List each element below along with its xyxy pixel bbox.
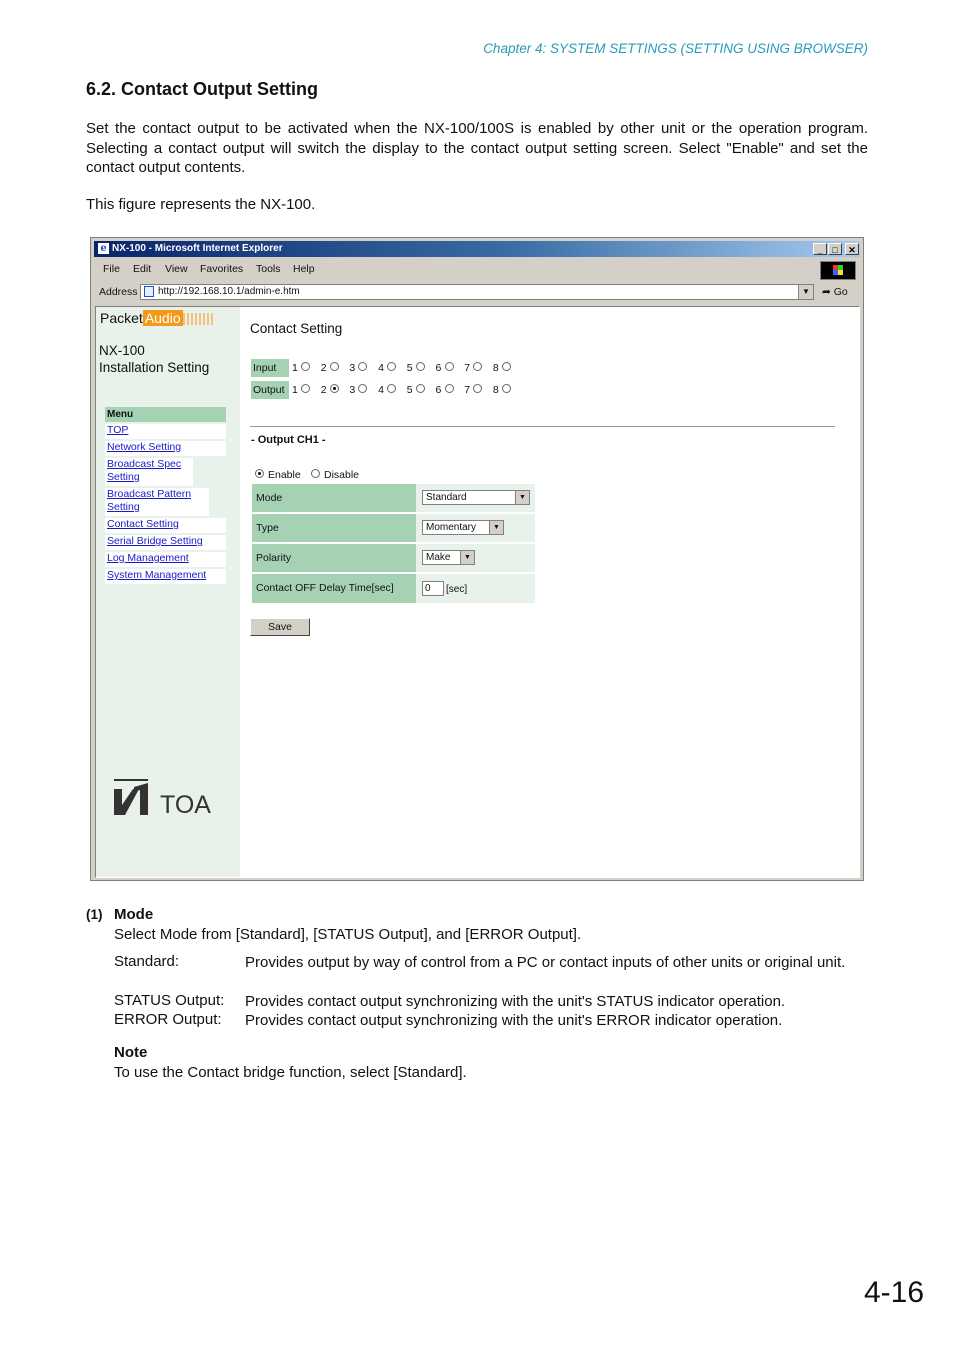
polarity-cell <box>416 544 535 572</box>
output-channel-number: 8 <box>492 384 499 396</box>
menu-help[interactable]: Help <box>293 263 315 275</box>
browser-content <box>95 306 860 878</box>
menu-favorites[interactable]: Favorites <box>200 263 244 275</box>
output-channel-radio[interactable] <box>301 384 310 393</box>
input-channel-radio[interactable] <box>416 362 425 371</box>
output-channel-radio[interactable] <box>416 384 425 393</box>
type-label: Type <box>252 514 416 542</box>
mode-cell <box>416 484 535 512</box>
menu-edit[interactable]: Edit <box>133 263 152 275</box>
output-channel-radio[interactable] <box>473 384 482 393</box>
definition-term: Standard: <box>114 953 180 970</box>
input-channel-number: 4 <box>378 362 384 374</box>
input-channel-number: 5 <box>406 362 413 374</box>
window-title: NX-100 - Microsoft Internet Explorer <box>112 243 283 254</box>
page-number: 4-16 <box>864 1276 925 1309</box>
output-channel-radio[interactable] <box>358 384 367 393</box>
page-icon <box>144 286 154 297</box>
output-channel-radio[interactable] <box>502 384 511 393</box>
type-select[interactable]: Momentary ▼ <box>422 520 504 535</box>
input-channel-number: 2 <box>320 362 327 374</box>
minimize-icon[interactable]: _ <box>813 243 827 255</box>
menu-link-top[interactable]: TOP <box>105 424 226 439</box>
menu-link-contact-setting[interactable]: Contact Setting <box>105 518 226 533</box>
input-row-label: Input <box>251 359 289 377</box>
input-channel-number: 3 <box>349 362 356 374</box>
mode-number: (1) <box>86 907 103 922</box>
installation-setting-label: Installation Setting <box>99 360 210 375</box>
go-button[interactable] <box>822 282 848 302</box>
definition-desc: Provides contact output synchronizing with the unit's STATUS indicator operation. <box>245 993 786 1010</box>
model-title <box>99 342 209 376</box>
disable-radio[interactable] <box>311 469 320 478</box>
input-channel-radio[interactable] <box>330 362 339 371</box>
model-name: NX-100 <box>99 343 145 358</box>
close-icon[interactable]: ✕ <box>845 243 859 255</box>
input-channel-number: 1 <box>292 362 298 374</box>
disable-label: Disable <box>324 469 360 481</box>
input-channel-radio[interactable] <box>445 362 454 371</box>
menu-link-log-management[interactable]: Log Management <box>105 552 226 567</box>
menu-file[interactable]: File <box>103 263 120 275</box>
sidebar <box>96 307 240 877</box>
chevron-down-icon: ▼ <box>489 521 503 534</box>
section-title: 6.2. Contact Output Setting <box>86 79 318 99</box>
output-channel-number: 5 <box>406 384 413 396</box>
output-channel-radio[interactable] <box>387 384 396 393</box>
output-channel-number: 6 <box>435 384 442 396</box>
save-button[interactable]: Save <box>250 618 310 636</box>
chevron-down-icon: ▼ <box>460 551 474 564</box>
note-title: Note <box>114 1044 148 1061</box>
output-channel-number: 3 <box>349 384 356 396</box>
output-row-label: Output <box>251 381 289 399</box>
address-url: http://192.168.10.1/admin-e.htm <box>158 286 300 297</box>
enable-label: Enable <box>268 469 301 481</box>
input-channel-radio[interactable] <box>301 362 310 371</box>
mode-title: Mode <box>114 906 154 923</box>
delay-input[interactable]: 0 <box>422 581 444 596</box>
mode-select[interactable]: Standard ▼ <box>422 490 530 505</box>
definition-desc: Provides contact output synchronizing with the unit's ERROR indicator operation. <box>245 1012 783 1029</box>
address-label: Address <box>99 286 138 298</box>
menu-link-broadcast-spec-setting[interactable]: Broadcast Spec Setting <box>105 458 193 486</box>
figure-caption: This figure represents the NX-100. <box>86 196 316 213</box>
menu-view[interactable]: View <box>165 263 188 275</box>
input-channel-radio[interactable] <box>473 362 482 371</box>
input-channel-radio[interactable] <box>502 362 511 371</box>
definition-term: ERROR Output: <box>114 1011 222 1028</box>
svg-text:TOA: TOA <box>160 791 211 819</box>
menu-link-broadcast-pattern-setting[interactable]: Broadcast Pattern Setting <box>105 488 209 516</box>
output-channel-radio[interactable] <box>330 384 339 393</box>
address-bar <box>94 282 860 302</box>
delay-label: Contact OFF Delay Time[sec] <box>252 574 416 603</box>
go-arrow-icon: ➦ <box>822 286 831 298</box>
input-channel-number: 6 <box>435 362 442 374</box>
menu-link-system-management[interactable]: System Management <box>105 569 226 584</box>
delay-unit: [sec] <box>446 584 468 595</box>
input-channel-number: 8 <box>492 362 499 374</box>
mode-label: Mode <box>252 484 416 512</box>
page-heading: Contact Setting <box>250 321 343 336</box>
menu-link-serial-bridge-setting[interactable]: Serial Bridge Setting <box>105 535 226 550</box>
mode-description: Select Mode from [Standard], [STATUS Output], and [ERROR Output]. <box>114 926 582 943</box>
menu-tools[interactable]: Tools <box>256 263 281 275</box>
definition-desc: Provides output by way of control from a PC or contact inputs of other units or original unit. <box>245 954 846 971</box>
chevron-down-icon: ▼ <box>515 491 529 504</box>
maximize-icon[interactable]: □ <box>828 243 842 255</box>
chapter-header: Chapter 4: SYSTEM SETTINGS (SETTING USING BROWSER) <box>483 41 868 56</box>
polarity-label: Polarity <box>252 544 416 572</box>
output-heading: - Output CH1 - <box>251 434 326 446</box>
output-channel-radio[interactable] <box>445 384 454 393</box>
windows-logo-icon <box>820 261 856 280</box>
input-channel-radio[interactable] <box>358 362 367 371</box>
output-channel-number: 4 <box>378 384 384 396</box>
menu-link-network-setting[interactable]: Network Setting <box>105 441 226 456</box>
intro-paragraph: Set the contact output to be activated when the NX-100/100S is enabled by other unit or the operation program. Selecting a contact output will switch the display to the contact output setting screen. Select "Enable" and set the contact output contents. <box>86 120 868 177</box>
menu-bar <box>94 260 860 279</box>
packet-audio-logo: Packet Audio <box>100 310 213 326</box>
type-cell <box>416 514 535 542</box>
window-titlebar <box>94 241 860 257</box>
input-channel-number: 7 <box>464 362 471 374</box>
output-channel-number: 1 <box>292 384 298 396</box>
output-channel-number: 7 <box>464 384 471 396</box>
polarity-select[interactable]: Make ▼ <box>422 550 475 565</box>
definition-term: STATUS Output: <box>114 992 225 1009</box>
browser-window <box>90 237 864 881</box>
delay-cell <box>416 574 535 603</box>
enable-radio[interactable] <box>255 469 264 478</box>
chevron-down-icon[interactable]: ▼ <box>798 285 813 299</box>
note-text: To use the Contact bridge function, select [Standard]. <box>114 1064 467 1081</box>
ie-icon: e <box>98 243 109 254</box>
toa-logo <box>113 779 223 819</box>
divider <box>250 426 835 427</box>
input-channel-radio[interactable] <box>387 362 396 371</box>
go-label: Go <box>833 286 848 298</box>
mode-heading <box>86 906 153 923</box>
menu-header: Menu <box>105 407 226 422</box>
address-field[interactable] <box>140 284 814 300</box>
output-channel-number: 2 <box>320 384 327 396</box>
